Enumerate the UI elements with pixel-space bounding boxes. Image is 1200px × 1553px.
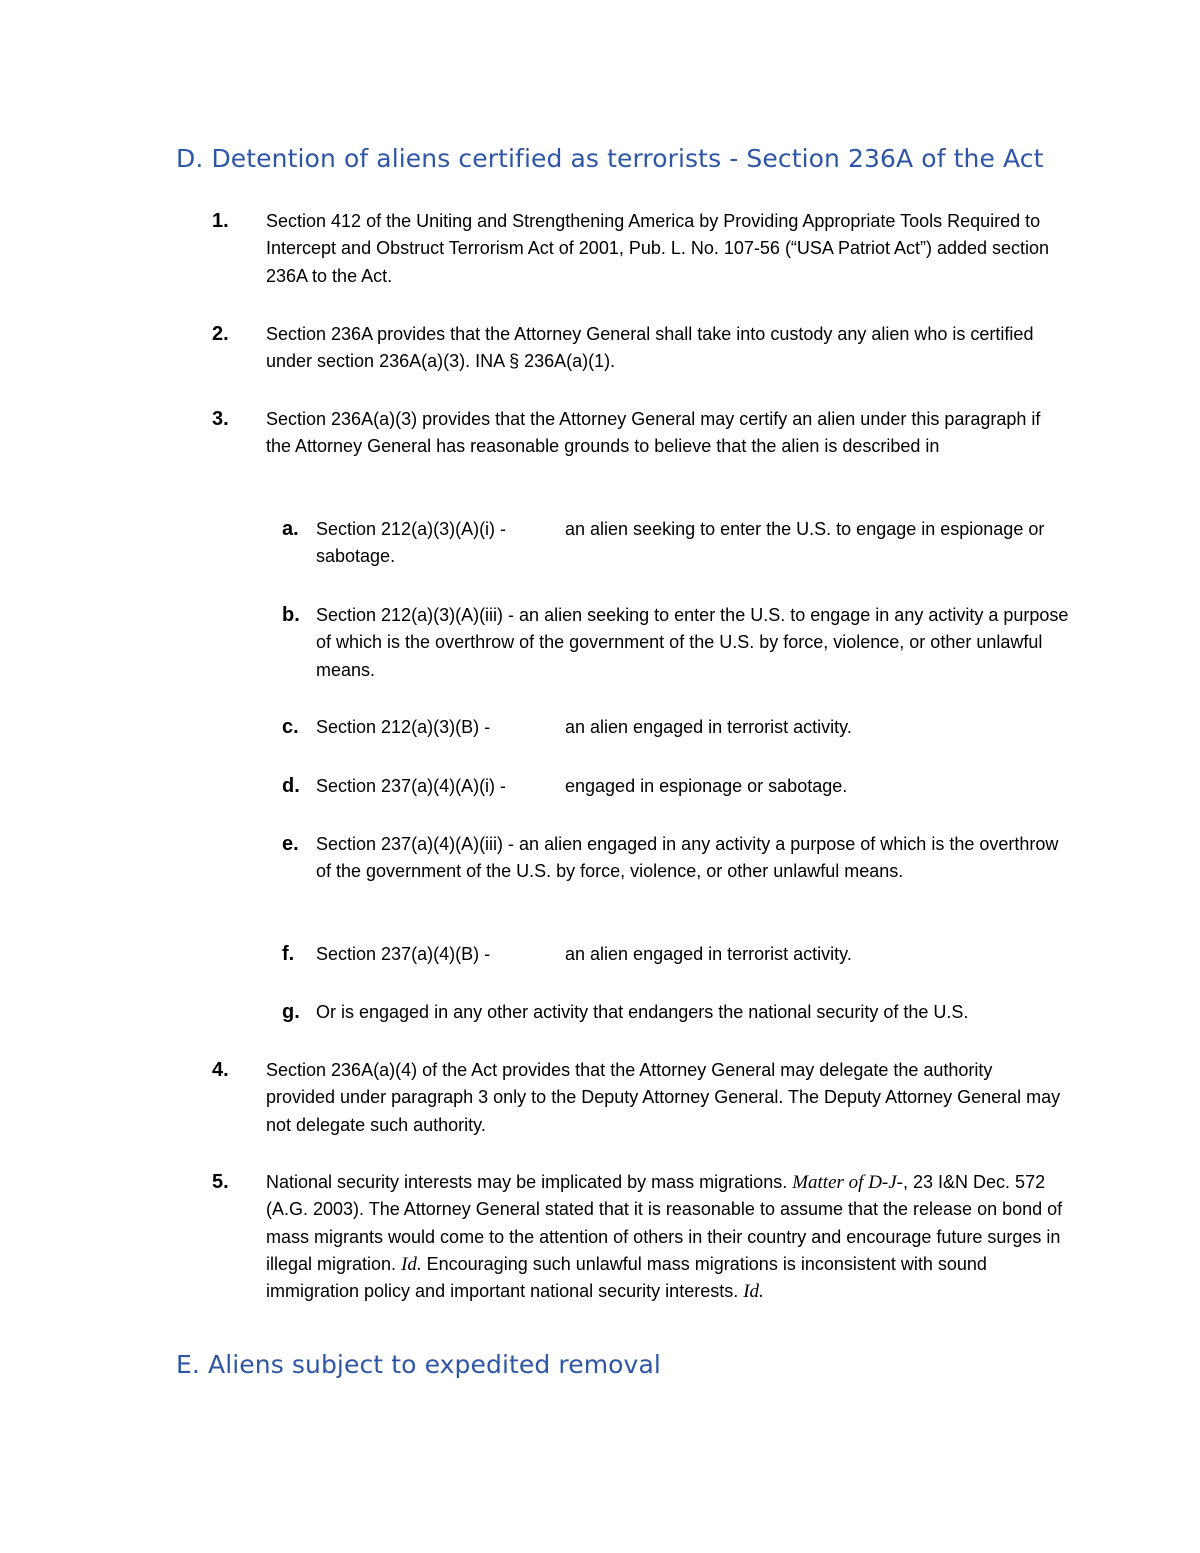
sub-item-e bbox=[282, 831, 1076, 886]
section-heading-d: D. Detention of aliens certified as terrorists - Section 236A of the Act bbox=[176, 144, 1044, 173]
list-item-4 bbox=[212, 1057, 1066, 1139]
sub-list-marker: c. bbox=[282, 716, 299, 738]
sub-item-text: an alien engaged in terrorist activity. bbox=[565, 944, 852, 964]
case-citation: Matter of D-J- bbox=[792, 1172, 904, 1193]
list-marker: 5. bbox=[212, 1171, 229, 1193]
list-item-5 bbox=[212, 1169, 1066, 1305]
sub-item-a bbox=[282, 516, 1076, 571]
list-item-3 bbox=[212, 406, 1066, 461]
sub-item-b bbox=[282, 602, 1076, 684]
section-citation: Section 237(a)(4)(A)(i) - bbox=[316, 776, 507, 796]
section-citation: Section 212(a)(3)(A)(i) - bbox=[316, 519, 507, 539]
sub-item-g bbox=[282, 999, 1076, 1026]
list-item-2 bbox=[212, 321, 1066, 376]
sub-item-text: an alien engaged in terrorist activity. bbox=[565, 717, 852, 737]
list-item-text: National security interests may be implicated by mass migrations. bbox=[266, 1172, 793, 1192]
sub-item-text: an alien seeking to enter the U.S. to engage in espionage or sabotage. bbox=[316, 519, 1045, 567]
list-marker: 2. bbox=[212, 323, 229, 345]
section-citation: Section 237(a)(4)(B) - bbox=[316, 944, 491, 964]
sub-list-marker: b. bbox=[282, 604, 300, 626]
sub-item-c bbox=[282, 714, 1076, 741]
sub-list-marker: e. bbox=[282, 833, 299, 855]
list-item-text: Section 412 of the Uniting and Strengthening America by Providing Appropriate Tools Required to Intercept and Obstruct Terrorism Act of 2001, Pub. L. No. 107-56 (“USA Patriot Act”) added section 236A to the Act. bbox=[266, 211, 1050, 286]
section-citation: Section 212(a)(3)(B) - bbox=[316, 717, 491, 737]
section-heading-e: E. Aliens subject to expedited removal bbox=[176, 1350, 661, 1379]
list-marker: 3. bbox=[212, 408, 229, 430]
list-item-text: Encouraging such unlawful mass migrations is inconsistent with sound immigration policy and important national security interests. bbox=[266, 1253, 987, 1302]
sub-item-d bbox=[282, 773, 1076, 800]
sub-item-text: Section 212(a)(3)(A)(iii) - an alien seeking to enter the U.S. to engage in any activity a purpose of which is the overthrow of the government of the U.S. by force, violence, or other unlawful means. bbox=[316, 605, 1069, 680]
sub-item-text: Or is engaged in any other activity that endangers the national security of the U.S. bbox=[316, 1002, 969, 1022]
list-item-text: Section 236A provides that the Attorney General shall take into custody any alien who is certified under section 236A(a)(3). INA § 236A(a)(1). bbox=[266, 324, 1034, 372]
list-item-text: Section 236A(a)(3) provides that the Attorney General may certify an alien under this paragraph if the Attorney General has reasonable grounds to believe that the alien is described in bbox=[266, 409, 1041, 457]
id-citation: Id. bbox=[401, 1253, 422, 1275]
list-marker: 4. bbox=[212, 1059, 229, 1081]
sub-item-text: engaged in espionage or sabotage. bbox=[565, 776, 848, 796]
list-marker: 1. bbox=[212, 210, 229, 232]
sub-item-f bbox=[282, 941, 1076, 968]
list-item-text: Section 236A(a)(4) of the Act provides that the Attorney General may delegate the authority provided under paragraph 3 only to the Deputy Attorney General. The Deputy Attorney General may not delegate such authority. bbox=[266, 1060, 1061, 1135]
list-item-text: , 23 I&N Dec. 572 (A.G. 2003). The Attorney General stated that it is reasonable to assume that the release on bond of mass migrants would come to the attention of others in their country and encourage future surges in illegal migration. bbox=[266, 1172, 1063, 1274]
id-citation: Id. bbox=[743, 1281, 764, 1303]
list-item-1 bbox=[212, 208, 1066, 290]
sub-list-marker: f. bbox=[282, 943, 295, 965]
sub-list-marker: a. bbox=[282, 518, 299, 540]
sub-list-marker: d. bbox=[282, 775, 300, 797]
sub-item-text: Section 237(a)(4)(A)(iii) - an alien engaged in any activity a purpose of which is the overthrow of the government of the U.S. by force, violence, or other unlawful means. bbox=[316, 834, 1059, 882]
sub-list-marker: g. bbox=[282, 1001, 300, 1023]
